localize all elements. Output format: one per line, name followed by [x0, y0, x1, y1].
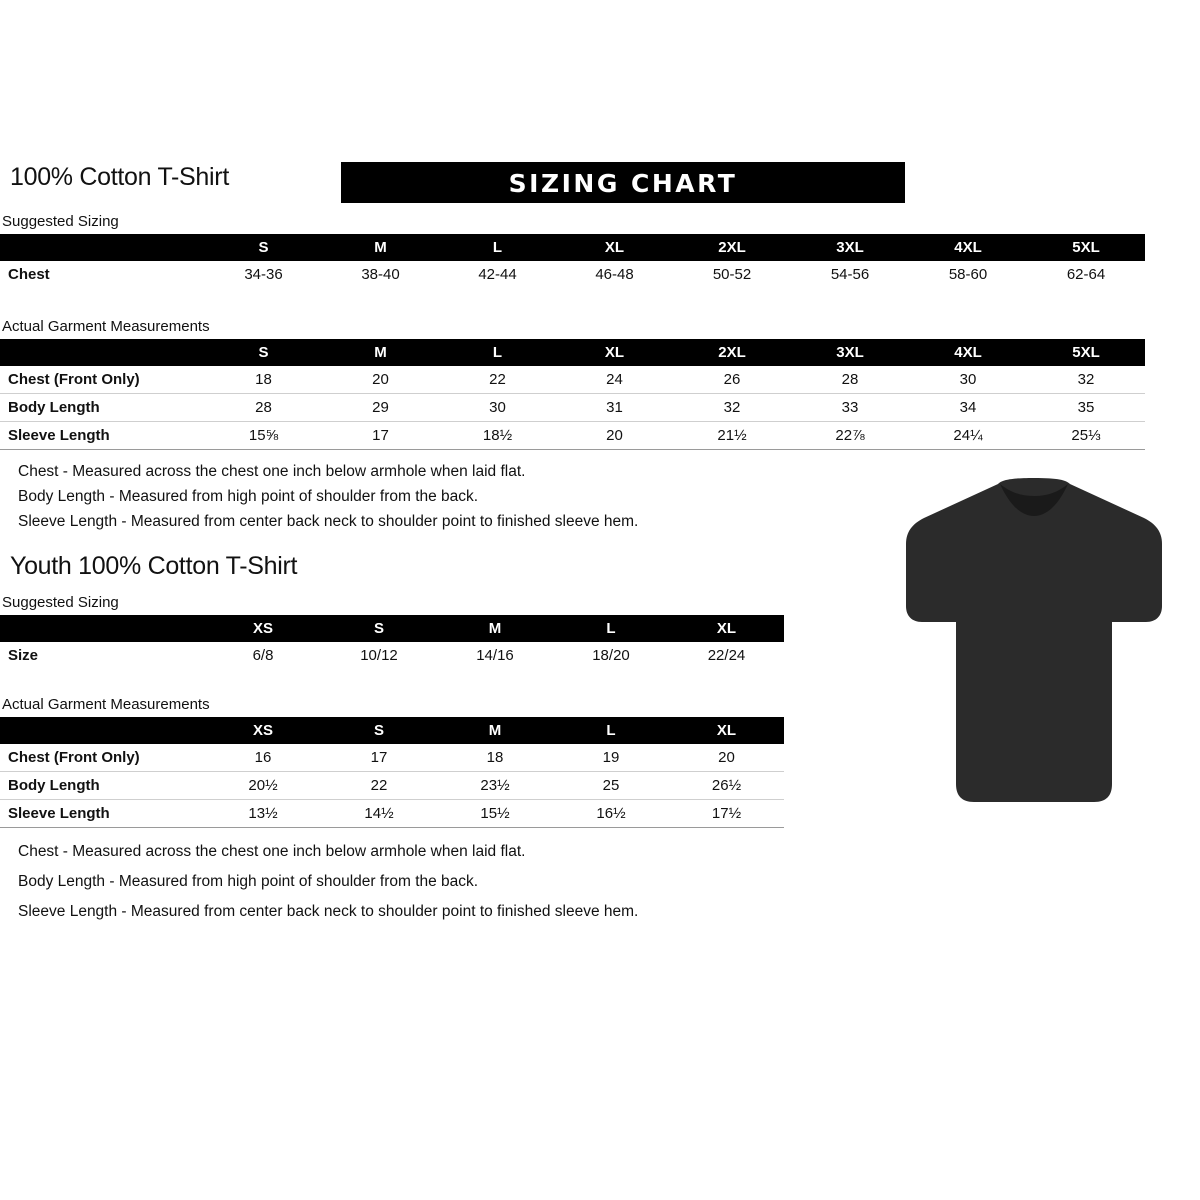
- col-header-blank: [0, 717, 205, 744]
- cell: 28: [255, 399, 272, 416]
- adult-section-title: 100% Cotton T-Shirt: [10, 163, 229, 191]
- cell: 38-40: [361, 266, 400, 283]
- youth-actual-measurements-table: [0, 717, 784, 828]
- row-label-sleeve-length: Sleeve Length: [8, 805, 110, 822]
- table-row: [0, 261, 1145, 288]
- cell: 18½: [482, 427, 513, 444]
- cell: 18: [255, 371, 272, 388]
- adult-note-chest: Chest - Measured across the chest one inch below armhole when laid flat.: [18, 463, 526, 480]
- tshirt-illustration: [898, 478, 1170, 808]
- cell: 31: [606, 399, 623, 416]
- adult-actual-measurements-table: [0, 339, 1145, 450]
- table-row: [0, 800, 784, 828]
- cell: 21½: [717, 427, 747, 444]
- col-header-blank: [0, 615, 205, 642]
- col-header-4xl: 4XL: [909, 339, 1027, 366]
- table-header-row: [0, 234, 1145, 261]
- col-header-m: M: [437, 717, 553, 744]
- cell: 18/20: [592, 647, 630, 664]
- col-header-m: M: [437, 615, 553, 642]
- col-header-m: M: [322, 339, 439, 366]
- col-header-l: L: [553, 717, 669, 744]
- table-row: [0, 422, 1145, 450]
- table-row: [0, 642, 784, 669]
- youth-suggested-sizing-label: Suggested Sizing: [2, 594, 119, 611]
- adult-suggested-sizing-table: [0, 234, 1145, 288]
- col-header-xl: XL: [669, 615, 784, 642]
- adult-suggested-sizing-label: Suggested Sizing: [2, 213, 119, 230]
- col-header-xl: XL: [669, 717, 784, 744]
- row-label-body-length: Body Length: [8, 777, 100, 794]
- col-header-l: L: [439, 234, 556, 261]
- adult-note-sleeve-length: Sleeve Length - Measured from center back neck to shoulder point to finished sleeve hem.: [18, 513, 639, 530]
- cell: 15½: [480, 805, 510, 822]
- table-row: [0, 366, 1145, 394]
- row-label-body-length: Body Length: [8, 399, 100, 416]
- table-header-row: [0, 717, 784, 744]
- col-header-2xl: 2XL: [673, 339, 791, 366]
- col-header-xs: XS: [205, 615, 321, 642]
- cell: 54-56: [830, 266, 870, 283]
- col-header-3xl: 3XL: [791, 234, 909, 261]
- cell: 42-44: [478, 266, 517, 283]
- row-label-chest: Chest: [8, 266, 50, 283]
- youth-note-body-length: Body Length - Measured from high point of shoulder from the back.: [18, 873, 479, 890]
- table-row: [0, 772, 784, 800]
- cell: 34: [959, 399, 977, 416]
- cell: 13½: [248, 805, 278, 822]
- table-row: [0, 394, 1145, 422]
- row-label-size: Size: [8, 647, 39, 664]
- row-label-sleeve-length: Sleeve Length: [8, 427, 110, 444]
- cell: 30: [959, 371, 977, 388]
- table-row: [0, 744, 784, 772]
- sizing-chart-banner-text: SIZING CHART: [508, 169, 738, 198]
- col-header-xs: XS: [205, 717, 321, 744]
- youth-actual-measurements-label: Actual Garment Measurements: [2, 696, 210, 713]
- cell: 25⅓: [1071, 427, 1101, 444]
- col-header-2xl: 2XL: [673, 234, 791, 261]
- cell: 14/16: [476, 647, 514, 664]
- adult-actual-measurements-label: Actual Garment Measurements: [2, 318, 210, 335]
- cell: 23½: [480, 777, 510, 794]
- cell: 28: [841, 371, 859, 388]
- cell: 26: [723, 371, 741, 388]
- col-header-5xl: 5XL: [1027, 339, 1145, 366]
- col-header-l: L: [439, 339, 556, 366]
- cell: 25: [602, 777, 620, 794]
- cell: 32: [1077, 371, 1095, 388]
- table-header-row: [0, 615, 784, 642]
- row-label-chest-front-only: Chest (Front Only): [8, 371, 140, 388]
- col-header-xl: XL: [556, 234, 673, 261]
- cell: 24¼: [953, 427, 983, 444]
- cell: 14½: [364, 805, 394, 822]
- cell: 15⅝: [248, 427, 279, 444]
- cell: 22/24: [707, 647, 746, 664]
- col-header-s: S: [205, 234, 322, 261]
- col-header-3xl: 3XL: [791, 339, 909, 366]
- cell: 20: [718, 749, 735, 766]
- col-header-blank: [0, 234, 205, 261]
- cell: 10/12: [360, 647, 398, 664]
- cell: 20½: [248, 777, 278, 794]
- col-header-l: L: [553, 615, 669, 642]
- cell: 20: [606, 427, 623, 444]
- sizing-chart-banner: [341, 162, 905, 203]
- cell: 17: [372, 427, 389, 444]
- youth-note-chest: Chest - Measured across the chest one inch below armhole when laid flat.: [18, 843, 526, 860]
- cell: 24: [606, 371, 623, 388]
- cell: 30: [489, 399, 506, 416]
- col-header-5xl: 5XL: [1027, 234, 1145, 261]
- cell: 16½: [596, 805, 626, 822]
- cell: 22: [370, 777, 388, 794]
- cell: 32: [723, 399, 741, 416]
- cell: 58-60: [948, 266, 988, 283]
- col-header-s: S: [205, 339, 322, 366]
- cell: 16: [254, 749, 272, 766]
- youth-section-title: Youth 100% Cotton T-Shirt: [10, 552, 298, 580]
- cell: 35: [1077, 399, 1095, 416]
- cell: 46-48: [595, 266, 634, 283]
- col-header-blank: [0, 339, 205, 366]
- col-header-4xl: 4XL: [909, 234, 1027, 261]
- cell: 26½: [711, 777, 742, 794]
- col-header-s: S: [321, 615, 437, 642]
- cell: 50-52: [712, 266, 752, 283]
- tshirt-icon: [898, 478, 1170, 808]
- youth-suggested-sizing-table: [0, 615, 784, 669]
- cell: 17: [370, 749, 388, 766]
- col-header-m: M: [322, 234, 439, 261]
- cell: 62-64: [1066, 266, 1106, 283]
- cell: 22⅞: [835, 427, 865, 444]
- row-label-chest-front-only: Chest (Front Only): [8, 749, 140, 766]
- cell: 17½: [711, 805, 742, 822]
- cell: 22: [489, 371, 506, 388]
- cell: 34-36: [244, 266, 283, 283]
- cell: 20: [372, 371, 389, 388]
- table-header-row: [0, 339, 1145, 366]
- cell: 18: [486, 749, 504, 766]
- cell: 29: [372, 399, 389, 416]
- adult-note-body-length: Body Length - Measured from high point of shoulder from the back.: [18, 488, 479, 505]
- col-header-xl: XL: [556, 339, 673, 366]
- cell: 33: [841, 399, 859, 416]
- cell: 19: [602, 749, 620, 766]
- cell: 6/8: [252, 647, 274, 664]
- youth-note-sleeve-length: Sleeve Length - Measured from center back neck to shoulder point to finished sleeve hem.: [18, 903, 639, 920]
- col-header-s: S: [321, 717, 437, 744]
